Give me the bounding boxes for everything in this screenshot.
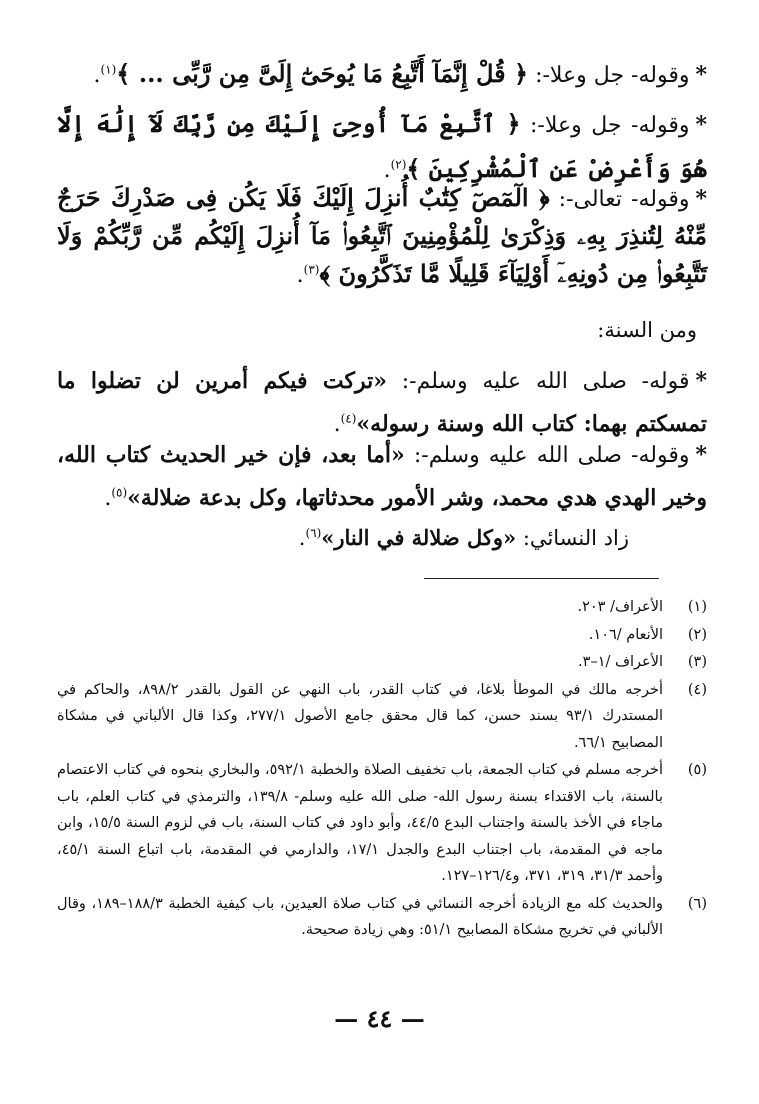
verse-intro: وقوله- تعالى-:: [558, 187, 690, 212]
footnote-number: (٤): [687, 681, 707, 698]
hadith-end: .: [104, 486, 112, 511]
footnote-text: أخرجه مسلم في كتاب الجمعة، باب تخفيف الصلاة والخطبة ٥٩٢/١، والبخاري بنحوه في كتاب الاعتصام بالسنة، باب الاقتداء بسنة رسول الله- صلى الله عليه وسلم- ١٣٩/٨، والترمذي في كتاب العلم، باب ماجاء في الأخذ بالسنة واجتناب البدع ٤٤/٥، وأبو داود في كتاب السنة، باب في لزوم السنة ١٥/٥، وابن ماجه في المقدمة، باب اجتناب البدع والجدل ١٧/١، والدارمي في المقدمة، باب اتباع السنة ٤٥/١، وأحمد ٣١/٣، ٣١٩، ٣٧١، و١٢٦/٤–١٢٧.: [57, 762, 664, 884]
hadith-entry-2: [57, 434, 707, 520]
nasai-end: .: [298, 526, 306, 550]
verse-text: ﴿ ٱتَّبِعْ مَآ أُوحِىَ إِلَيْكَ مِن رَّبِّكَ لَآ إِلَٰهَ إِلَّا هُوَ وَأَعْرِضْ عَنِ ٱلْمُشْرِكِينَ ﴾: [57, 109, 707, 183]
bullet-star: *: [695, 62, 707, 88]
nasai-addition: [299, 518, 629, 558]
footnote-ref: (١): [100, 62, 117, 77]
bullet-star: *: [695, 442, 707, 468]
footnote-number: (٣): [687, 654, 707, 670]
verse-end: .: [383, 158, 391, 183]
footnote-item: [57, 891, 707, 944]
footnote-ref: (٤): [340, 411, 357, 426]
bullet-star: *: [695, 112, 707, 138]
verse-entry-1: [57, 52, 707, 97]
footnotes-section: [57, 594, 707, 945]
footnote-ref: (٦): [305, 526, 322, 540]
footnote-divider: [424, 578, 659, 579]
hadith-text: «أما بعد، فإن خير الحديث كتاب الله، وخير الهدي هدي محمد، وشر الأمور محدثاتها، وكل بدعة ضلالة»: [57, 442, 707, 511]
section-heading-sunnah: ومن السنة:: [597, 318, 697, 342]
verse-end: .: [93, 63, 101, 88]
footnote-number: (١): [687, 599, 707, 615]
verse-text: ﴿ الٓمٓصٓ كِتَٰبٌ أُنزِلَ إِلَيْكَ فَلَا يَكُن فِى صَدْرِكَ حَرَجٌ مِّنْهُ لِتُنذِرَ بِهِۦ وَذِكْرَىٰ لِلْمُؤْمِنِينَ ٱتَّبِعُوا۟ مَآ أُنزِلَ إِلَيْكُم مِّن رَّبِّكُمْ وَلَا تَتَّبِعُوا۟ مِن دُونِهِۦٓ أَوْلِيَآءَ قَلِيلًا مَّا تَذَكَّرُونَ ﴾: [57, 183, 707, 288]
footnote-number: (٦): [687, 895, 707, 912]
footnote-text: أخرجه مالك في الموطأ بلاغا، في كتاب القدر، باب النهي عن القول بالقدر ٨٩٨/٢، والحاكم في المستدرك ٩٣/١ بسند حسن، كما قال محقق جامع الأصول ٢٧٧/١، وكذا قال الألباني في مشكاة المصابيح ٦٦/١.: [57, 681, 663, 751]
verse-text: ﴿ قُلْ إِنَّمَآ أَتَّبِعُ مَا يُوحَىٰٓ إِلَىَّ مِن رَّبِّى ... ﴾: [116, 59, 529, 88]
footnote-text: الأعراف /١–٣.: [578, 654, 663, 670]
footnote-item: [57, 757, 707, 890]
verse-intro: وقوله- جل وعلا-:: [535, 63, 690, 88]
footnote-ref: (٣): [303, 262, 320, 277]
verse-entry-2: [57, 102, 707, 192]
nasai-intro: زاد النسائي:: [522, 526, 629, 550]
footnote-text: الأنعام /١٠٦.: [588, 626, 663, 643]
footnote-number: (٢): [687, 626, 707, 643]
footnote-item: [57, 677, 707, 757]
footnote-text: الأعراف/ ٢٠٣.: [577, 599, 663, 615]
footnote-number: (٥): [687, 762, 707, 778]
hadith-end: .: [333, 412, 341, 437]
nasai-text: «وكل ضلالة في النار»: [321, 525, 517, 550]
page-number: — ٤٤ —: [334, 1004, 425, 1033]
footnote-ref: (٢): [390, 157, 407, 172]
hadith-text: «تركت فيكم أمرين لن تضلوا ما تمسكتم بهما: كتاب الله وسنة رسوله»: [57, 368, 707, 437]
verse-end: .: [296, 263, 304, 288]
verse-intro: وقوله- جل وعلا-:: [530, 113, 690, 138]
hadith-intro: قوله- صلى الله عليه وسلم-:: [401, 369, 690, 394]
footnote-item: [57, 594, 707, 621]
footnote-item: [57, 622, 707, 649]
footnote-text: والحديث كله مع الزيادة أخرجه النسائي في كتاب صلاة العيدين، باب كيفية الخطبة ١٨٨/٣–١٨٩، وقال الألباني في تخريج مشكاة المصابيح ٥١/١: وهي زيادة صحيحة.: [57, 895, 663, 938]
bullet-star: *: [695, 368, 707, 394]
footnote-item: [57, 649, 707, 676]
bullet-star: *: [695, 186, 707, 212]
footnote-ref: (٥): [111, 485, 128, 500]
hadith-intro: وقوله- صلى الله عليه وسلم-:: [413, 443, 690, 468]
verse-entry-3: [57, 180, 707, 294]
